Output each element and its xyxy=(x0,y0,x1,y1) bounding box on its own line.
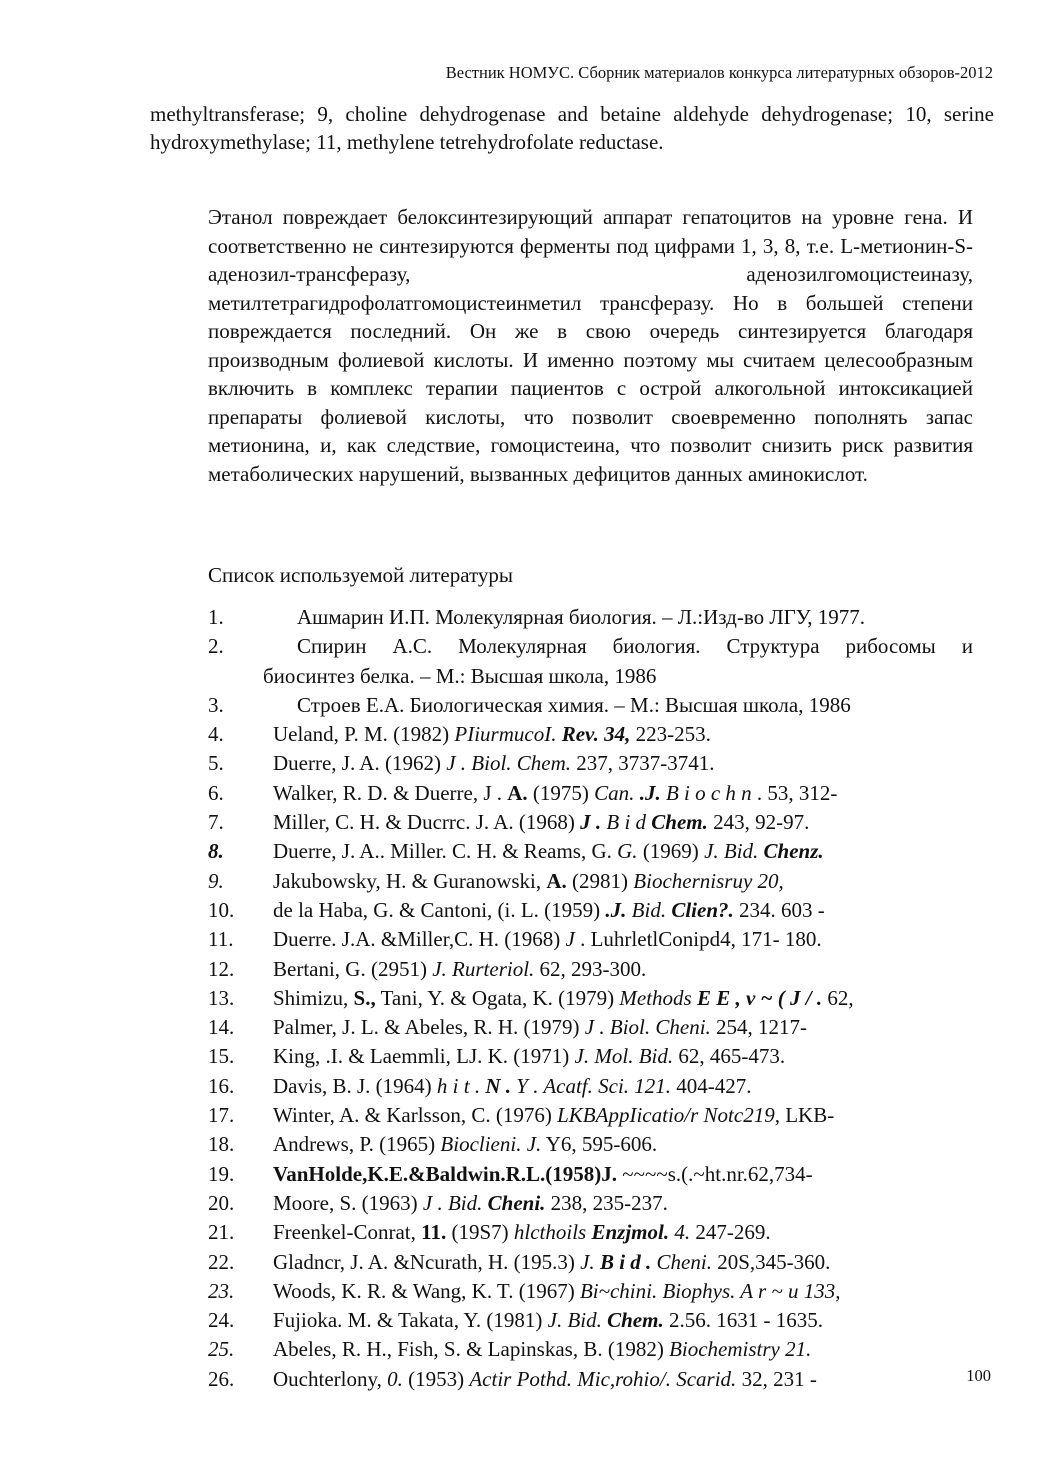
reference-text: 404-427. xyxy=(671,1073,752,1098)
reference-item xyxy=(208,1130,973,1159)
reference-item xyxy=(208,720,973,749)
reference-text: .J. xyxy=(639,780,661,805)
reference-text: 234. 603 - xyxy=(733,897,825,922)
reference-text: Jakubowsky, H. & Guranowski, xyxy=(273,868,547,893)
reference-item xyxy=(208,1277,973,1306)
reference-text: 2.56. 1631 - 1635. xyxy=(663,1308,823,1333)
references-title: Список используемой литературы xyxy=(208,563,514,587)
reference-text: 0. xyxy=(387,1366,403,1391)
reference-text: Rev. 34, xyxy=(561,722,631,747)
reference-text: King, .I. & Laemmli, LJ. K. (1971) xyxy=(273,1044,575,1069)
reference-text-continuation: биосинтез белка. – М.: Высшая школа, 1986 xyxy=(263,663,657,688)
reference-text: 243, 92-97. xyxy=(707,810,810,835)
reference-text: 62, 293-300. xyxy=(534,956,647,981)
reference-number: 1. xyxy=(208,605,224,629)
reference-text: Davis, B. J. (1964) xyxy=(273,1073,437,1098)
reference-text: B i o c h n xyxy=(665,780,752,805)
reference-text: Biochernisruy 20, xyxy=(633,868,784,893)
reference-number: 2. xyxy=(208,634,224,659)
reference-text: . LuhrletlConipd4, 171- 180. xyxy=(574,927,822,952)
reference-item xyxy=(208,837,973,866)
reference-text: Chem. xyxy=(607,1308,664,1333)
reference-text: Tani, Y. & Ogata, K. (1979) xyxy=(375,985,620,1010)
reference-text: de la Haba, G. & Cantoni, (i. L. (1959) xyxy=(273,897,606,922)
reference-item xyxy=(208,1160,973,1189)
reference-text: Woods, K. R. & Wang, K. T. (1967) xyxy=(273,1278,580,1303)
reference-number: 10. xyxy=(208,897,235,922)
reference-text: (2981) xyxy=(566,868,634,893)
reference-text: Miller, C. H. & Ducrrc. J. A. (1968) xyxy=(273,810,581,835)
reference-item xyxy=(208,779,973,808)
reference-text: Строев Е.А. Биологическая химия. – М.: Высшая школа, 1986 xyxy=(297,692,851,717)
reference-text: 223-253. xyxy=(630,722,711,747)
reference-text: hlcthoils xyxy=(513,1220,587,1245)
reference-text: E E , v ~ ( J / . xyxy=(696,985,823,1010)
reference-text: B i d xyxy=(606,810,647,835)
reference-item xyxy=(208,1365,973,1394)
reference-text: Ueland, P. M. (1982) xyxy=(273,722,455,747)
reference-item xyxy=(208,1335,973,1364)
reference-number: 3. xyxy=(208,692,224,717)
reference-number: 25. xyxy=(208,1337,235,1362)
reference-text: Bertani, G. (2951) xyxy=(273,956,433,981)
reference-item xyxy=(208,632,973,691)
reference-text: VanHolde,K.E.&Baldwin.R.L.(1958)J. xyxy=(273,1161,618,1186)
reference-text: (1975) xyxy=(527,780,595,805)
reference-item xyxy=(208,1306,973,1335)
reference-number: 15. xyxy=(208,1044,235,1069)
reference-text: J . xyxy=(580,810,602,835)
reference-text: Shimizu, xyxy=(273,985,354,1010)
reference-text: Duerre, J. A. (1962) xyxy=(273,751,447,776)
reference-text: A. xyxy=(546,868,567,893)
reference-item xyxy=(208,1248,973,1277)
reference-text: Chenz. xyxy=(763,839,824,864)
reference-text: (1969) xyxy=(637,839,705,864)
reference-text: 20S,345-360. xyxy=(711,1249,831,1274)
reference-item xyxy=(208,749,973,778)
reference-text: 11. xyxy=(421,1220,447,1245)
reference-text: .J. xyxy=(605,897,627,922)
reference-text: Winter, A. & Karlsson, C. (1976) xyxy=(273,1103,558,1128)
reference-item xyxy=(208,896,973,925)
reference-number: 23. xyxy=(208,1278,235,1303)
reference-text: Duerre. J.A. &Miller,C. H. (1968) xyxy=(273,927,566,952)
reference-text: Fujioka. M. & Takata, Y. (1981) xyxy=(273,1308,548,1333)
reference-text: Andrews, P. (1965) xyxy=(273,1132,441,1157)
reference-number: 9. xyxy=(208,868,224,893)
reference-text: J. Mol. Bid. xyxy=(574,1044,674,1069)
reference-text: LKB- xyxy=(779,1103,835,1128)
reference-text: Biochemistry 21. xyxy=(669,1337,812,1362)
reference-item xyxy=(208,1013,973,1042)
reference-item xyxy=(208,808,973,837)
reference-text: N . xyxy=(485,1073,512,1098)
page-number: 100 xyxy=(966,1366,991,1385)
reference-item xyxy=(208,1072,973,1101)
reference-text: h i t . xyxy=(436,1073,481,1098)
reference-text: Clien?. xyxy=(671,897,734,922)
reference-number: 20. xyxy=(208,1190,235,1215)
reference-number: 12. xyxy=(208,956,235,981)
reference-text: Methods xyxy=(619,985,692,1010)
reference-number: 18. xyxy=(208,1132,235,1157)
reference-text: 238, 235-237. xyxy=(545,1190,668,1215)
reference-text: B i d . xyxy=(599,1249,652,1274)
reference-text: J . Biol. Chem. xyxy=(446,751,572,776)
running-header: Вестник НОМУС. Сборник материалов конкурса литературных обзоров-2012 xyxy=(445,63,993,82)
reference-text: Palmer, J. L. & Abeles, R. H. (1979) xyxy=(273,1015,585,1040)
reference-number: 4. xyxy=(208,722,224,747)
reference-item xyxy=(208,1042,973,1071)
reference-text: Ашмарин И.П. Молекулярная биология. – Л.:Изд-во ЛГУ, 1977. xyxy=(297,605,865,629)
reference-text: Abeles, R. H., Fish, S. & Lapinskas, B. (1982) xyxy=(273,1337,670,1362)
reference-text: Can. xyxy=(594,780,635,805)
reference-item xyxy=(208,867,973,896)
reference-text: Cheni. xyxy=(487,1190,546,1215)
reference-item xyxy=(208,691,973,720)
reference-text: Cheni. xyxy=(656,1249,712,1274)
reference-item xyxy=(208,1101,973,1130)
reference-text: J . Biol. Cheni. xyxy=(584,1015,711,1040)
reference-item xyxy=(208,925,973,954)
reference-item xyxy=(208,1189,973,1218)
reference-number: 6. xyxy=(208,780,224,805)
reference-number: 13. xyxy=(208,985,235,1010)
reference-text: J. Bid. xyxy=(704,839,759,864)
reference-text: J . Bid. xyxy=(422,1190,483,1215)
reference-text: J. Bid. xyxy=(547,1308,602,1333)
reference-text: 247-269. xyxy=(690,1220,771,1245)
reference-text: Moore, S. (1963) xyxy=(273,1190,423,1215)
reference-text: Walker, R. D. & Duerre, J . xyxy=(273,780,508,805)
reference-text: (1953) xyxy=(402,1366,470,1391)
reference-item xyxy=(208,955,973,984)
reference-text: 237, 3737-3741. xyxy=(571,751,715,776)
reference-text: ~~~~s.(.~ht.nr.62,734- xyxy=(617,1161,813,1186)
reference-text: J xyxy=(565,927,575,952)
reference-text: Bi~chini. Biophys. A r ~ u 133, xyxy=(579,1278,841,1303)
reference-text: 62, 465-473. xyxy=(673,1044,786,1069)
reference-text: J. Rurteriol. xyxy=(432,956,535,981)
reference-text: G. xyxy=(617,839,638,864)
intro-paragraph: methyltransferase; 9, choline dehydrogenase and betaine aldehyde dehydrogenase; 10, serine hydroxymethylase; 11, methylene tetrehydrofolate reductase. xyxy=(150,102,994,154)
reference-text: 4. xyxy=(674,1220,691,1245)
reference-number: 14. xyxy=(208,1015,235,1040)
reference-number: 16. xyxy=(208,1073,235,1098)
reference-text: Спирин А.С. Молекулярная биология. Структура рибосомы и xyxy=(297,634,973,659)
reference-text: Chem. xyxy=(651,810,708,835)
body-paragraph: Этанол повреждает белоксинтезирующий аппарат гепатоцитов на уровне гена. И соответственно не синтезируются ферменты под цифрами 1, 3, 8, т.е. L-метионин-S-аденозил-трансферазу, аденозилгомоцистеиназу, метилтетрагидрофолатгомоцистеинметил трансферазу. Но в большей степени повреждается последний. Он же в свою очередь синтезируется благодаря производным фолиевой кислоты. И именно поэтому мы считаем целесообразным включить в комплекс терапии пациентов с острой алкогольной интоксикацией препараты фолиевой кислоты, что позволит своевременно пополнять запас метионина, и, как следствие, гомоцистеина, что позволит снизить риск развития метаболических нарушений, вызванных дефицитов данных аминокислот. xyxy=(208,205,973,486)
reference-text: Freenkel-Conrat, xyxy=(273,1220,422,1245)
reference-number: 19. xyxy=(208,1161,235,1186)
reference-text: Duerre, J. A.. Miller. C. H. & Reams, G. xyxy=(273,839,618,864)
reference-number: 11. xyxy=(208,927,234,952)
reference-text: (19S7) xyxy=(446,1220,514,1245)
reference-item xyxy=(208,1218,973,1247)
reference-text: A. xyxy=(507,780,528,805)
reference-text: Bid. xyxy=(631,897,667,922)
reference-number: 26. xyxy=(208,1366,235,1391)
reference-text: PIiurmucoI. xyxy=(454,722,557,747)
reference-number: 7. xyxy=(208,810,224,835)
references-list xyxy=(208,603,973,1394)
reference-text: LKBAppIicatio/r Notc219, xyxy=(557,1103,780,1128)
reference-text: Y . Acatf. Sci. 121. xyxy=(516,1073,672,1098)
reference-text: Y6, 595-606. xyxy=(541,1132,658,1157)
reference-text: 62, xyxy=(822,985,854,1010)
reference-text: . 53, 312- xyxy=(751,780,838,805)
reference-text: 254, 1217- xyxy=(710,1015,808,1040)
reference-text: 32, 231 - xyxy=(736,1366,817,1391)
reference-item xyxy=(208,984,973,1013)
reference-text: J. xyxy=(580,1249,595,1274)
reference-text: Ouchterlony, xyxy=(273,1366,388,1391)
reference-number: 22. xyxy=(208,1249,235,1274)
reference-number: 21. xyxy=(208,1220,235,1245)
reference-text: Actir Pothd. Mic,rohio/. Scarid. xyxy=(469,1366,737,1391)
reference-text: Bioclieni. J. xyxy=(440,1132,542,1157)
reference-number: 5. xyxy=(208,751,224,776)
reference-number: 8. xyxy=(208,839,224,864)
reference-text: S., xyxy=(353,985,376,1010)
reference-number: 17. xyxy=(208,1103,235,1128)
reference-text: Gladncr, J. A. &Ncurath, H. (195.3) xyxy=(273,1249,581,1274)
reference-text: Enzjmol. xyxy=(591,1220,670,1245)
reference-item xyxy=(208,603,973,632)
reference-number: 24. xyxy=(208,1308,235,1333)
